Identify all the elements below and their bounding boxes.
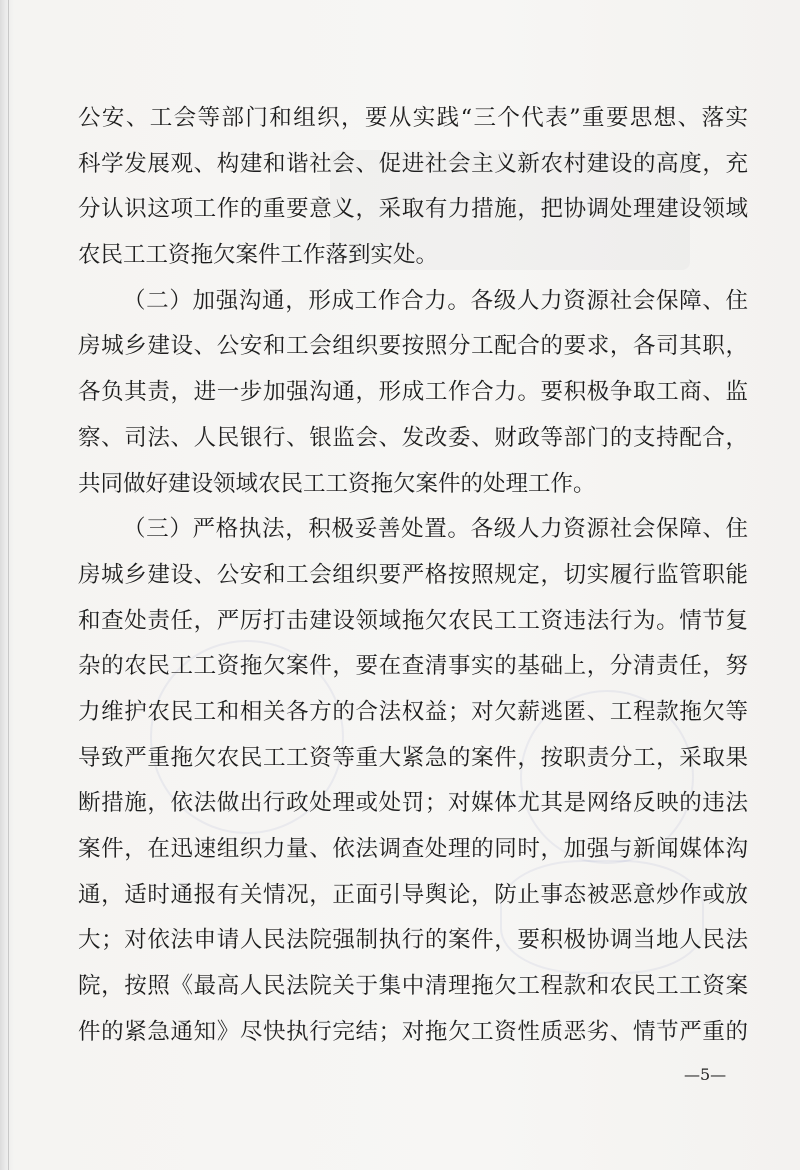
text-line: 分认识这项工作的重要意义，采取有力措施，把协调处理建设领域 (78, 196, 748, 223)
body-text (78, 96, 748, 1055)
text-line: 科学发展观、构建和谐社会、促进社会主义新农村建设的高度，充 (78, 150, 748, 177)
text-line: 大；对依法申请人民法院强制执行的案件，要积极协调当地人民法 (78, 927, 748, 954)
text-line: 共同做好建设领域农民工工资拖欠案件的处理工作。 (78, 470, 596, 497)
text-line: 件的紧急通知》尽快执行完结；对拖欠工资性质恶劣、情节严重的 (78, 1018, 748, 1045)
text-line: 案件，在迅速组织力量、依法调查处理的同时，加强与新闻媒体沟 (78, 836, 748, 862)
text-line: 房城乡建设、公安和工会组织要严格按照规定，切实履行监管职能 (78, 561, 748, 588)
page-number: —5— (684, 1065, 727, 1084)
text-line: 导致严重拖欠农民工工资等重大紧急的案件，按职责分工，采取果 (78, 744, 748, 771)
text-line: 通，适时通报有关情况，正面引导舆论，防止事态被恶意炒作或放 (78, 881, 748, 908)
text-line: 各负其责，进一步加强沟通，形成工作合力。要积极争取工商、监 (78, 379, 748, 406)
binding-edge (8, 0, 9, 1170)
text-line: 农民工工资拖欠案件工作落到实处。 (78, 242, 439, 269)
text-line: 断措施，依法做出行政处理或处罚；对媒体尤其是网络反映的违法 (78, 790, 748, 817)
section-heading-line: （二）加强沟通，形成工作合力。各级人力资源社会保障、住 (123, 287, 748, 314)
text-line: 和查处责任，严厉打击建设领域拖欠农民工工资违法行为。情节复 (78, 607, 748, 634)
text-line: 力维护农民工和相关各方的合法权益；对欠薪逃匿、工程款拖欠等 (78, 698, 748, 725)
text-line: 杂的农民工工资拖欠案件，要在查清事实的基础上，分清责任，努 (78, 653, 748, 680)
text-line: 房城乡建设、公安和工会组织要按照分工配合的要求，各司其职， (78, 333, 748, 360)
text-line: 公安、工会等部门和组织，要从实践“三个代表”重要思想、落实 (78, 105, 748, 131)
text-line: 院，按照《最高人民法院关于集中清理拖欠工程款和农民工工资案 (78, 973, 748, 1000)
section-heading-line: （三）严格执法，积极妥善处置。各级人力资源社会保障、住 (123, 516, 748, 543)
text-line: 察、司法、人民银行、银监会、发改委、财政等部门的支持配合， (78, 424, 748, 451)
